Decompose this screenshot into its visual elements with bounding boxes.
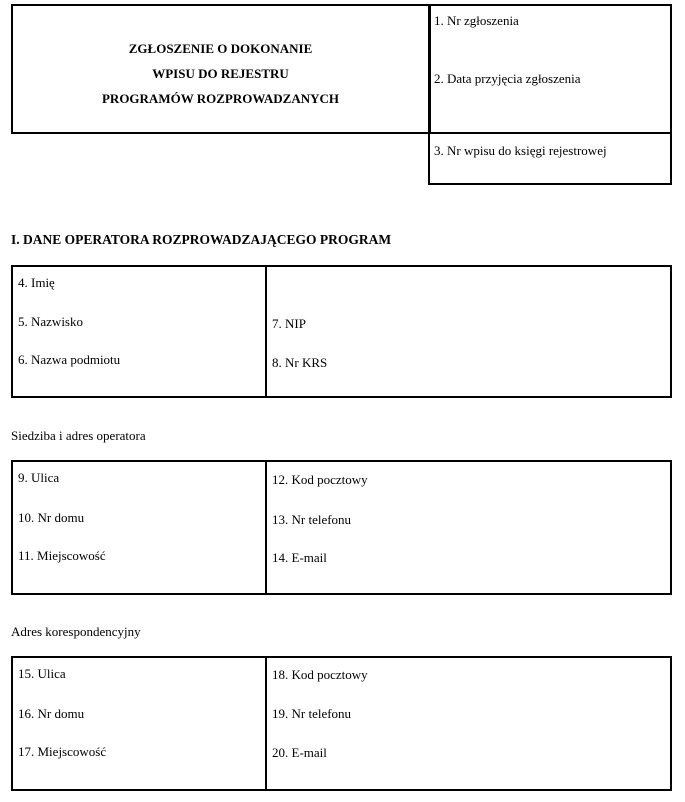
field-8-label: 8. Nr KRS (272, 355, 328, 370)
field-5-label: 5. Nazwisko (18, 314, 83, 329)
field-19-label: 19. Nr telefonu (272, 706, 352, 721)
field-9-label: 9. Ulica (18, 470, 60, 485)
seat-divider (265, 460, 267, 595)
section-1-heading: I. DANE OPERATORA ROZPROWADZAJĄCEGO PROGRAM (11, 232, 392, 247)
operator-divider (265, 265, 267, 398)
field-18-label: 18. Kod pocztowy (272, 667, 368, 682)
field-11-label: 11. Miejscowość (18, 548, 106, 563)
corr-divider (265, 656, 267, 791)
field-6-label: 6. Nazwa podmiotu (18, 352, 121, 367)
operator-box (11, 265, 672, 398)
field-16-label: 16. Nr domu (18, 706, 85, 721)
form-title-line-1: ZGŁOSZENIE O DOKONANIE (128, 41, 313, 56)
field-10-label: 10. Nr domu (18, 510, 85, 525)
corr-heading: Adres korespondencyjny (11, 624, 141, 639)
field-20-label: 20. E-mail (272, 745, 327, 760)
field-14-label: 14. E-mail (272, 550, 327, 565)
form-title (12, 36, 429, 111)
field-17-label: 17. Miejscowość (18, 744, 107, 759)
field-3-label: 3. Nr wpisu do księgi rejestrowej (434, 143, 607, 158)
form-title-line-2: WPISU DO REJESTRU (152, 66, 289, 81)
field-12-label: 12. Kod pocztowy (272, 472, 368, 487)
field-15-label: 15. Ulica (18, 666, 66, 681)
field-1-label: 1. Nr zgłoszenia (434, 13, 519, 28)
form-title-line-3: PROGRAMÓW ROZPROWADZANYCH (101, 91, 339, 106)
field-4-label: 4. Imię (18, 275, 55, 290)
field-7-label: 7. NIP (272, 316, 306, 331)
field-13-label: 13. Nr telefonu (272, 512, 352, 527)
seat-heading: Siedziba i adres operatora (11, 428, 146, 443)
field-2-label: 2. Data przyjęcia zgłoszenia (434, 71, 581, 86)
